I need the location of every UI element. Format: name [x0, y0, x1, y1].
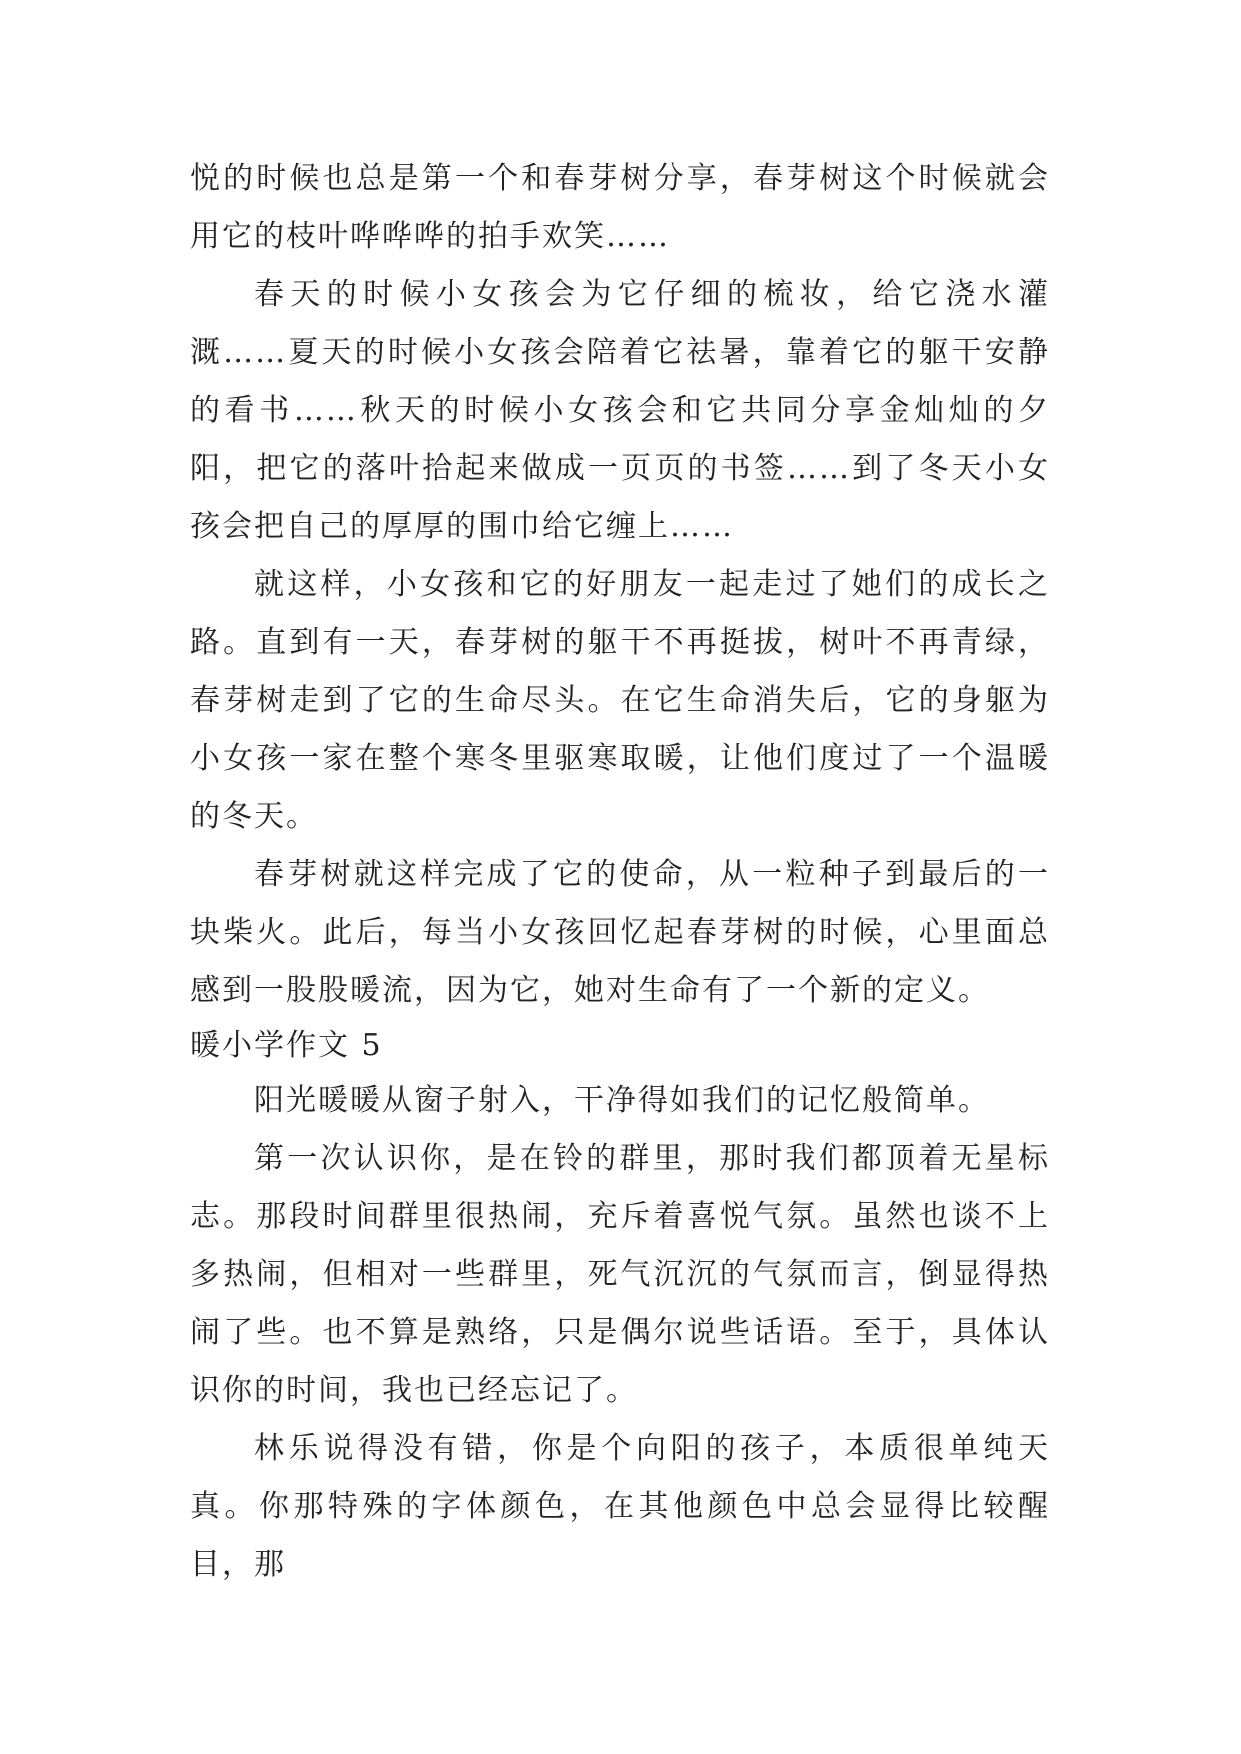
document-body — [190, 150, 1050, 1594]
paragraph-4: 春芽树就这样完成了它的使命，从一粒种子到最后的一块柴火。此后，每当小女孩回忆起春芽树的时候，心里面总感到一股股暖流，因为它，她对生命有了一个新的定义。 — [190, 857, 1050, 1008]
paragraph-1: 悦的时候也总是第一个和春芽树分享，春芽树这个时候就会用它的枝叶哗哗哗的拍手欢笑…… — [190, 161, 1050, 254]
paragraph-6: 第一次认识你，是在铃的群里，那时我们都顶着无星标志。那段时间群里很热闹，充斥着喜悦气氛。虽然也谈不上多热闹，但相对一些群里，死气沉沉的气氛而言，倒显得热闹了些。也不算是熟络，只是偶尔说些话语。至于，具体认识你的时间，我也已经忘记了。 — [190, 1141, 1050, 1408]
section-heading: 暖小学作文 5 — [190, 1028, 383, 1063]
paragraph-3: 就这样，小女孩和它的好朋友一起走过了她们的成长之路。直到有一天，春芽树的躯干不再挺拔，树叶不再青绿，春芽树走到了它的生命尽头。在它生命消失后，它的身躯为小女孩一家在整个寒冬里驱寒取暖，让他们度过了一个温暖的冬天。 — [190, 567, 1050, 834]
paragraph-2: 春天的时候小女孩会为它仔细的梳妆，给它浇水灌溉……夏天的时候小女孩会陪着它祛暑，靠着它的躯干安静的看书……秋天的时候小女孩会和它共同分享金灿灿的夕阳，把它的落叶拾起来做成一页页的书签……到了冬天小女孩会把自己的厚厚的围巾给它缠上…… — [190, 277, 1050, 544]
paragraph-7: 林乐说得没有错，你是个向阳的孩子，本质很单纯天真。你那特殊的字体颜色，在其他颜色中总会显得比较醒目，那 — [190, 1431, 1050, 1582]
paragraph-5: 阳光暖暖从窗子射入，干净得如我们的记忆般简单。 — [254, 1083, 990, 1118]
